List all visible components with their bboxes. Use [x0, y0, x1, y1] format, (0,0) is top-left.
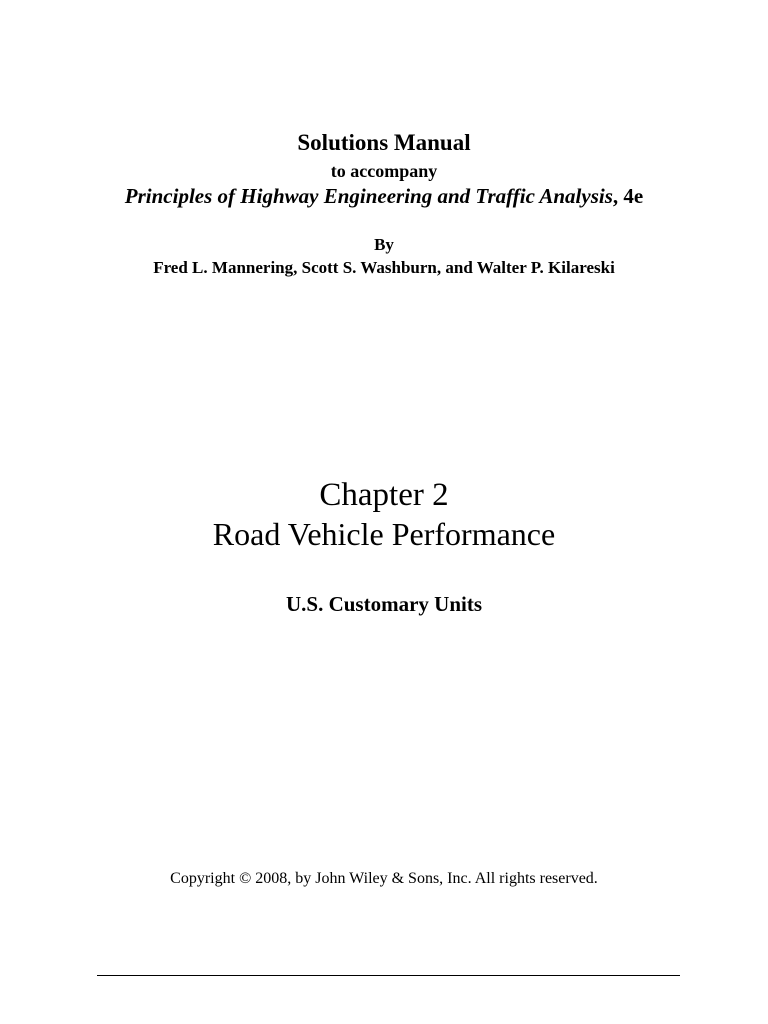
- chapter-title: Road Vehicle Performance: [212, 516, 556, 552]
- book-title: Principles of Highway Engineering and Traffic Analysis: [124, 184, 613, 208]
- by-label: By: [374, 235, 394, 254]
- copyright-notice: Copyright © 2008, by John Wiley & Sons, Inc. All rights reserved.: [170, 870, 598, 887]
- authors: Fred L. Mannering, Scott S. Washburn, and Walter P. Kilareski: [153, 258, 615, 277]
- book-edition: , 4e: [612, 184, 644, 208]
- units-subtitle: U.S. Customary Units: [285, 592, 482, 616]
- accompany-text: to accompany: [330, 161, 438, 181]
- footer-rule: [97, 975, 680, 976]
- chapter-number: Chapter 2: [319, 477, 449, 513]
- book-title-line: [0, 186, 768, 207]
- manual-title: Solutions Manual: [297, 130, 471, 155]
